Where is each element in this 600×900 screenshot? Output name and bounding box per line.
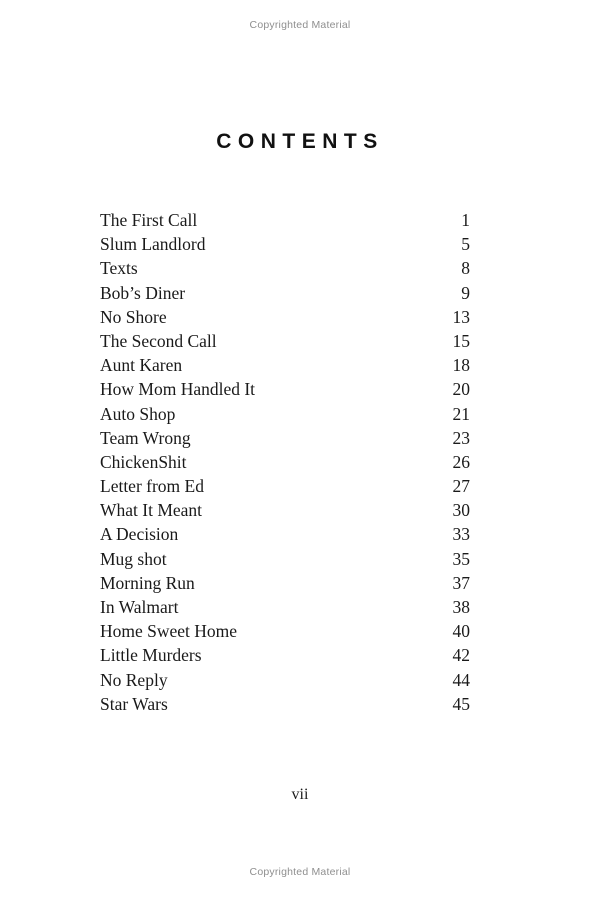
toc-entry[interactable] xyxy=(100,402,470,426)
toc-entry-title: No Shore xyxy=(100,306,167,327)
toc-entry[interactable] xyxy=(100,547,470,571)
toc-entry-title: A Decision xyxy=(100,524,179,545)
toc-entry[interactable] xyxy=(100,281,470,305)
toc-entry-title: Aunt Karen xyxy=(100,355,183,376)
toc-entry-page: 35 xyxy=(452,548,470,569)
toc-entry[interactable] xyxy=(100,353,470,377)
toc-entry[interactable] xyxy=(100,692,470,716)
toc-entry-page: 33 xyxy=(452,524,470,545)
toc-entry-page: 20 xyxy=(452,379,470,400)
table-of-contents xyxy=(100,208,470,716)
page-title: CONTENTS xyxy=(216,130,384,153)
toc-entry-title: Mug shot xyxy=(100,548,167,569)
toc-entry-title: Auto Shop xyxy=(100,403,176,424)
toc-entry[interactable] xyxy=(100,498,470,522)
toc-entry[interactable] xyxy=(100,571,470,595)
toc-entry-title: Bob’s Diner xyxy=(100,282,186,303)
toc-entry-page: 8 xyxy=(461,258,470,279)
toc-entry-title: The Second Call xyxy=(100,330,217,351)
toc-entry[interactable] xyxy=(100,595,470,619)
toc-entry-title: No Reply xyxy=(100,669,168,690)
copyright-watermark-top: Copyrighted Material xyxy=(249,19,351,31)
toc-entry-page: 42 xyxy=(452,645,470,666)
toc-entry-page: 40 xyxy=(452,621,470,642)
page-number: vii xyxy=(291,786,309,803)
toc-entry-page: 27 xyxy=(452,476,470,497)
toc-entry-page: 21 xyxy=(452,403,470,424)
toc-entry[interactable] xyxy=(100,305,470,329)
toc-entry-page: 44 xyxy=(452,669,470,690)
toc-entry-title: Texts xyxy=(100,258,138,279)
toc-entry-title: In Walmart xyxy=(100,597,179,617)
toc-entry[interactable] xyxy=(100,232,470,256)
toc-entry-page: 15 xyxy=(452,330,470,351)
toc-entry-title: Slum Landlord xyxy=(100,234,206,255)
toc-entry[interactable] xyxy=(100,450,470,474)
toc-entry-page: 38 xyxy=(452,597,470,617)
toc-entry-title: The First Call xyxy=(100,210,198,230)
toc-entry-page: 45 xyxy=(452,693,470,714)
toc-entry[interactable] xyxy=(100,426,470,450)
toc-entry-page: 5 xyxy=(461,234,470,255)
toc-entry[interactable] xyxy=(100,643,470,667)
toc-entry-title: How Mom Handled It xyxy=(100,379,256,400)
toc-entry-title: Home Sweet Home xyxy=(100,621,238,642)
toc-entry-page: 37 xyxy=(452,572,470,593)
toc-entry-title: Little Murders xyxy=(100,645,202,666)
toc-entry[interactable] xyxy=(100,619,470,643)
toc-entry-page: 18 xyxy=(452,355,470,376)
toc-entry-title: Team Wrong xyxy=(100,427,191,448)
toc-entry[interactable] xyxy=(100,256,470,280)
toc-entry[interactable] xyxy=(100,208,470,232)
toc-entry-page: 26 xyxy=(452,451,470,472)
toc-entry-page: 9 xyxy=(461,282,470,303)
toc-entry-title: What It Meant xyxy=(100,500,203,521)
copyright-watermark-bottom: Copyrighted Material xyxy=(249,866,351,878)
toc-entry-page: 23 xyxy=(452,427,470,448)
toc-entry-title: Morning Run xyxy=(100,572,195,593)
toc-entry-title: Star Wars xyxy=(100,693,168,714)
toc-entry-page: 30 xyxy=(452,500,470,521)
toc-entry[interactable] xyxy=(100,522,470,546)
toc-entry[interactable] xyxy=(100,668,470,692)
toc-entry[interactable] xyxy=(100,329,470,353)
toc-entry[interactable] xyxy=(100,474,470,498)
toc-entry-title: ChickenShit xyxy=(100,451,187,472)
toc-entry[interactable] xyxy=(100,377,470,401)
toc-entry-page: 13 xyxy=(452,306,470,327)
toc-entry-title: Letter from Ed xyxy=(100,476,204,497)
toc-entry-page: 1 xyxy=(461,210,470,230)
